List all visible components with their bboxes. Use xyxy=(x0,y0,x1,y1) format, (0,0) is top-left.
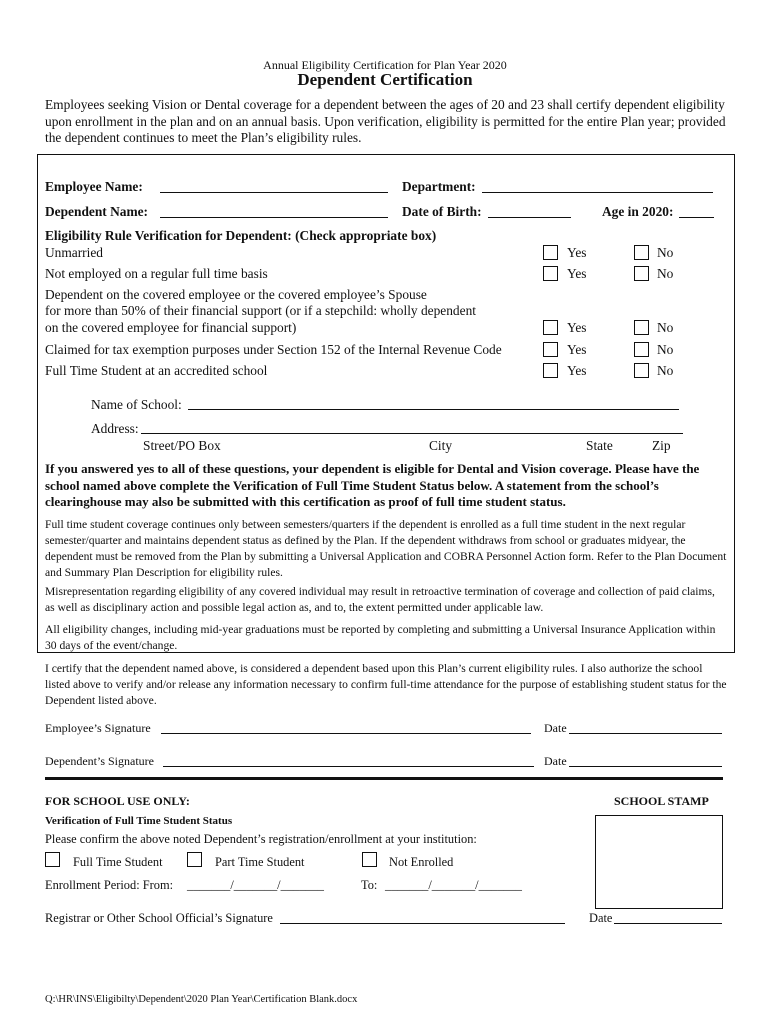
rule-dependent-line2: for more than 50% of their financial support (or if a stepchild: wholly dependent xyxy=(45,303,476,318)
form-subtitle: Annual Eligibility Certification for Plan Year 2020 xyxy=(263,58,507,72)
no-label: No xyxy=(657,245,674,260)
dependent-signature-label: Dependent’s Signature xyxy=(45,754,154,768)
yes-label: Yes xyxy=(567,342,587,357)
rule-unmarried-yes-checkbox[interactable] xyxy=(543,245,558,260)
enrollment-to-field[interactable]: _______/_______/_______ xyxy=(385,878,522,892)
verification-heading: Verification of Full Time Student Status xyxy=(45,815,233,827)
yes-label: Yes xyxy=(567,266,587,281)
full-time-student-checkbox[interactable] xyxy=(45,852,60,867)
dob-field[interactable] xyxy=(488,217,571,218)
department-label: Department: xyxy=(402,179,476,194)
eligible-notice: If you answered yes to all of these questions, your dependent is eligible for Dental and Vision coverage. Please have the school named above complete the Verification of Full Time Student Status below. A statement from the school’s clearinghouse may also be submitted with this certification as proof of full time student status. xyxy=(45,461,700,510)
rule-unmarried: Unmarried xyxy=(45,245,104,260)
dob-label: Date of Birth: xyxy=(402,204,482,219)
age-field[interactable] xyxy=(679,217,714,218)
school-name-field[interactable] xyxy=(188,409,679,410)
rule-not-employed-yes-checkbox[interactable] xyxy=(543,266,558,281)
registrar-signature-label: Registrar or Other School Official’s Signature xyxy=(45,911,273,925)
rule-dependent-yes-checkbox[interactable] xyxy=(543,320,558,335)
not-enrolled-label: Not Enrolled xyxy=(389,855,454,869)
no-label: No xyxy=(657,363,674,378)
rule-student-no-checkbox[interactable] xyxy=(634,363,649,378)
registrar-date-label: Date xyxy=(589,911,613,925)
rule-dependent-line1: Dependent on the covered employee or the covered employee’s Spouse xyxy=(45,287,427,302)
not-enrolled-checkbox[interactable] xyxy=(362,852,377,867)
enrollment-to-label: To: xyxy=(361,878,378,892)
school-name-label: Name of School: xyxy=(91,397,182,412)
employee-signature-label: Employee’s Signature xyxy=(45,721,151,735)
confirm-text: Please confirm the above noted Dependent’s registration/enrollment at your institution: xyxy=(45,832,477,846)
registrar-signature-field[interactable] xyxy=(280,923,565,924)
rule-tax-exemption: Claimed for tax exemption purposes under Section 152 of the Internal Revenue Code xyxy=(45,342,502,357)
city-label: City xyxy=(429,438,453,453)
employee-name-field[interactable] xyxy=(160,192,388,193)
dependent-date-label: Date xyxy=(544,754,567,768)
department-field[interactable] xyxy=(482,192,713,193)
street-label: Street/PO Box xyxy=(143,438,221,453)
enrollment-period-label: Enrollment Period: From: xyxy=(45,878,174,892)
coverage-continuation-text: Full time student coverage continues only between semesters/quarters if the dependent is enrolled as a full time student in the next regular semester/quarter and maintains dependent status as defined by the Plan. If the dependent withdraws from school or graduates midyear, the dependent must be removed from the Plan by submitting a Universal Application and COBRA Personnel Action form. Refer to the Plan Document and Summary Plan Description for eligibility rules. xyxy=(45,518,727,579)
rule-student-yes-checkbox[interactable] xyxy=(543,363,558,378)
misrepresentation-text: Misrepresentation regarding eligibility of any covered individual may result in retroactive termination of coverage and collection of paid claims, as well as disciplinary action and possible legal action as, and to, the extent permitted under applicable law. xyxy=(45,585,715,614)
employee-date-field[interactable] xyxy=(569,733,722,734)
rule-tax-yes-checkbox[interactable] xyxy=(543,342,558,357)
rules-heading: Eligibility Rule Verification for Dependent: (Check appropriate box) xyxy=(45,228,437,243)
age-label: Age in 2020: xyxy=(602,204,674,219)
school-stamp-label: SCHOOL STAMP xyxy=(614,794,709,808)
rule-dependent-no-checkbox[interactable] xyxy=(634,320,649,335)
rule-full-time-student: Full Time Student at an accredited school xyxy=(45,363,268,378)
full-time-student-label: Full Time Student xyxy=(73,855,163,869)
yes-label: Yes xyxy=(567,363,587,378)
file-path-footer: Q:\HR\INS\Eligibilty\Dependent\2020 Plan Year\Certification Blank.docx xyxy=(45,994,358,1005)
rule-unmarried-no-checkbox[interactable] xyxy=(634,245,649,260)
dependent-signature-field[interactable] xyxy=(163,766,534,767)
rule-dependent-line3: on the covered employee for financial support) xyxy=(45,320,297,335)
registrar-date-field[interactable] xyxy=(614,923,722,924)
no-label: No xyxy=(657,342,674,357)
state-label: State xyxy=(586,438,613,453)
no-label: No xyxy=(657,266,674,281)
school-address-field[interactable] xyxy=(141,433,683,434)
yes-label: Yes xyxy=(567,245,587,260)
no-label: No xyxy=(657,320,674,335)
part-time-student-label: Part Time Student xyxy=(215,855,305,869)
employee-signature-field[interactable] xyxy=(161,733,531,734)
school-address-label: Address: xyxy=(91,421,139,436)
rule-not-employed: Not employed on a regular full time basis xyxy=(45,266,268,281)
rule-tax-no-checkbox[interactable] xyxy=(634,342,649,357)
employee-name-label: Employee Name: xyxy=(45,179,143,194)
zip-label: Zip xyxy=(652,438,671,453)
eligibility-changes-text: All eligibility changes, including mid-year graduations must be reported by completing and submitting a Universal Insurance Application within 30 days of the event/change. xyxy=(45,623,716,652)
certification-text: I certify that the dependent named above, is considered a dependent based upon this Plan’s current eligibility rules. I also authorize the school listed above to verify and/or release any information necessary to confirm full-time attendance for the purpose of establishing student status for the Dependent listed above. xyxy=(45,662,727,707)
school-use-heading: FOR SCHOOL USE ONLY: xyxy=(45,794,190,808)
rule-not-employed-no-checkbox[interactable] xyxy=(634,266,649,281)
section-divider xyxy=(45,777,723,780)
employee-date-label: Date xyxy=(544,721,567,735)
dependent-name-label: Dependent Name: xyxy=(45,204,149,219)
part-time-student-checkbox[interactable] xyxy=(187,852,202,867)
school-stamp-box[interactable] xyxy=(595,815,723,909)
dependent-name-field[interactable] xyxy=(160,217,388,218)
yes-label: Yes xyxy=(567,320,587,335)
intro-paragraph: Employees seeking Vision or Dental coverage for a dependent between the ages of 20 and 23 shall certify dependent eligibility upon enrollment in the plan and on an annual basis. Upon verification, eligibility is permitted for the entire Plan year; provided the dependent continues to meet the Plan’s eligibility rules. xyxy=(45,97,726,145)
form-title: Dependent Certification xyxy=(297,70,473,89)
dependent-date-field[interactable] xyxy=(569,766,722,767)
enrollment-from-field[interactable]: _______/_______/_______ xyxy=(187,878,324,892)
